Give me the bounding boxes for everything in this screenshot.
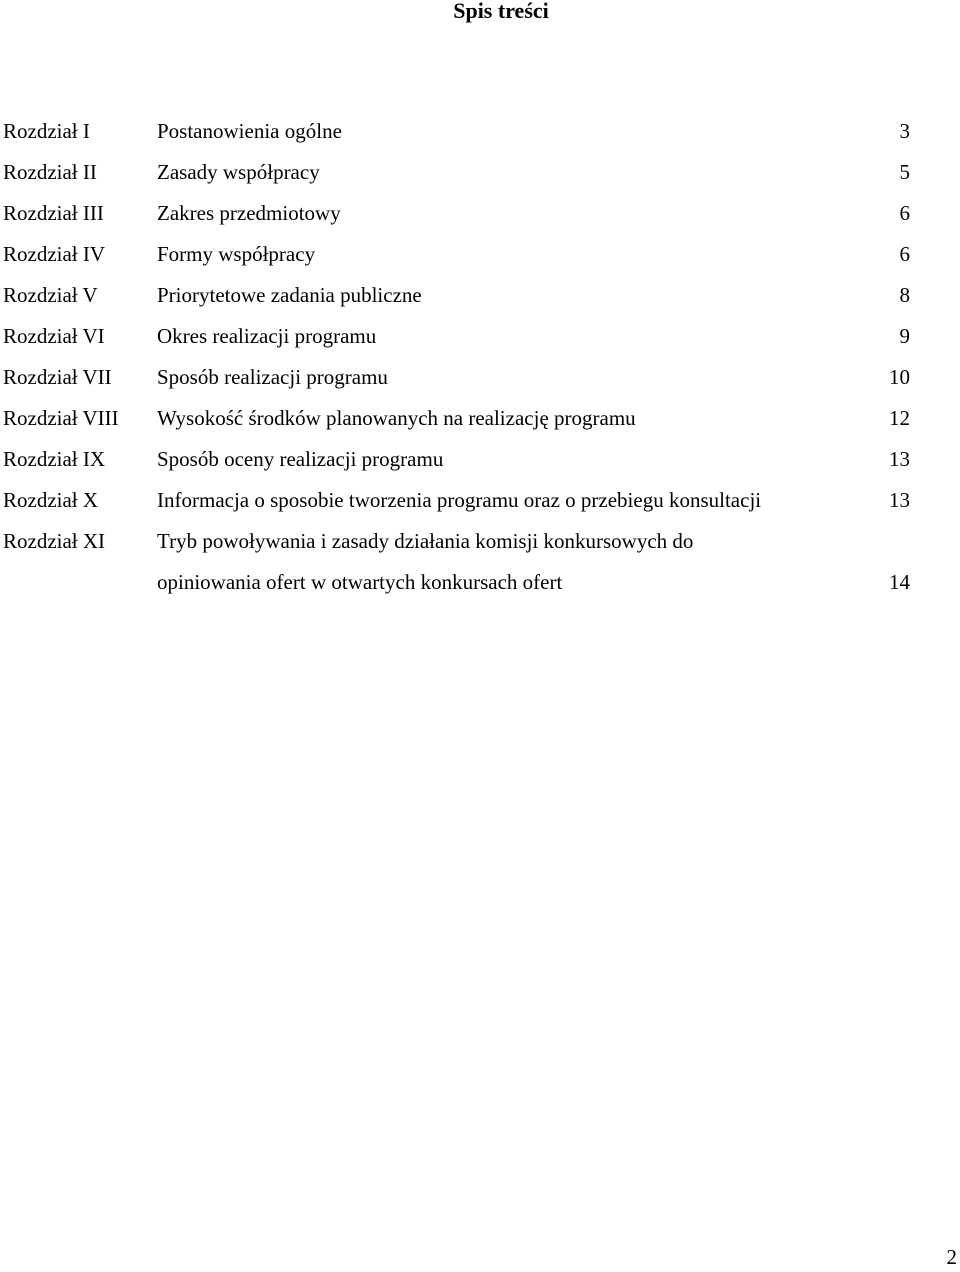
toc-heading: Zasady współpracy bbox=[157, 160, 320, 184]
toc-row bbox=[0, 521, 960, 562]
toc-row bbox=[0, 480, 960, 521]
toc-heading: Wysokość środków planowanych na realizację programu bbox=[157, 406, 636, 430]
toc-heading: Zakres przedmiotowy bbox=[157, 201, 341, 225]
toc-chapter: Rozdział VII bbox=[3, 365, 112, 389]
toc-row-continuation bbox=[0, 562, 960, 603]
toc-page: 6 bbox=[899, 201, 910, 225]
toc-page: 13 bbox=[889, 447, 910, 471]
toc-row bbox=[0, 398, 960, 439]
toc-row bbox=[0, 152, 960, 193]
page-number: 2 bbox=[946, 1245, 957, 1269]
toc-page: 6 bbox=[899, 242, 910, 266]
table-of-contents bbox=[0, 111, 960, 603]
toc-heading: opiniowania ofert w otwartych konkursach ofert bbox=[157, 570, 563, 594]
toc-row bbox=[0, 275, 960, 316]
toc-chapter: Rozdział IX bbox=[3, 447, 106, 471]
toc-chapter: Rozdział III bbox=[3, 201, 104, 225]
toc-heading: Postanowienia ogólne bbox=[157, 119, 342, 143]
toc-chapter: Rozdział II bbox=[3, 160, 97, 184]
toc-heading: Informacja o sposobie tworzenia programu oraz o przebiegu konsultacji bbox=[157, 488, 762, 512]
toc-row bbox=[0, 316, 960, 357]
toc-page: 8 bbox=[899, 283, 910, 307]
toc-chapter: Rozdział XI bbox=[3, 529, 106, 553]
toc-heading: Tryb powoływania i zasady działania komisji konkursowych do bbox=[157, 529, 694, 553]
toc-heading: Sposób realizacji programu bbox=[157, 365, 388, 389]
toc-page: 5 bbox=[899, 160, 910, 184]
toc-row bbox=[0, 193, 960, 234]
toc-row bbox=[0, 439, 960, 480]
toc-heading: Formy współpracy bbox=[157, 242, 316, 266]
toc-page: 12 bbox=[889, 406, 910, 430]
toc-chapter: Rozdział VI bbox=[3, 324, 105, 348]
toc-chapter: Rozdział IV bbox=[3, 242, 106, 266]
toc-chapter: Rozdział V bbox=[3, 283, 98, 307]
toc-row bbox=[0, 111, 960, 152]
toc-page: 10 bbox=[889, 365, 910, 389]
toc-page: 3 bbox=[899, 119, 910, 143]
page-title: Spis treści bbox=[453, 0, 549, 23]
toc-chapter: Rozdział I bbox=[3, 119, 90, 143]
toc-heading: Okres realizacji programu bbox=[157, 324, 377, 348]
toc-page: 13 bbox=[889, 488, 910, 512]
toc-page: 9 bbox=[899, 324, 910, 348]
toc-heading: Sposób oceny realizacji programu bbox=[157, 447, 444, 471]
toc-heading: Priorytetowe zadania publiczne bbox=[157, 283, 422, 307]
toc-page: 14 bbox=[889, 570, 910, 594]
toc-chapter: Rozdział X bbox=[3, 488, 99, 512]
toc-row bbox=[0, 234, 960, 275]
toc-chapter: Rozdział VIII bbox=[3, 406, 119, 430]
toc-row bbox=[0, 357, 960, 398]
